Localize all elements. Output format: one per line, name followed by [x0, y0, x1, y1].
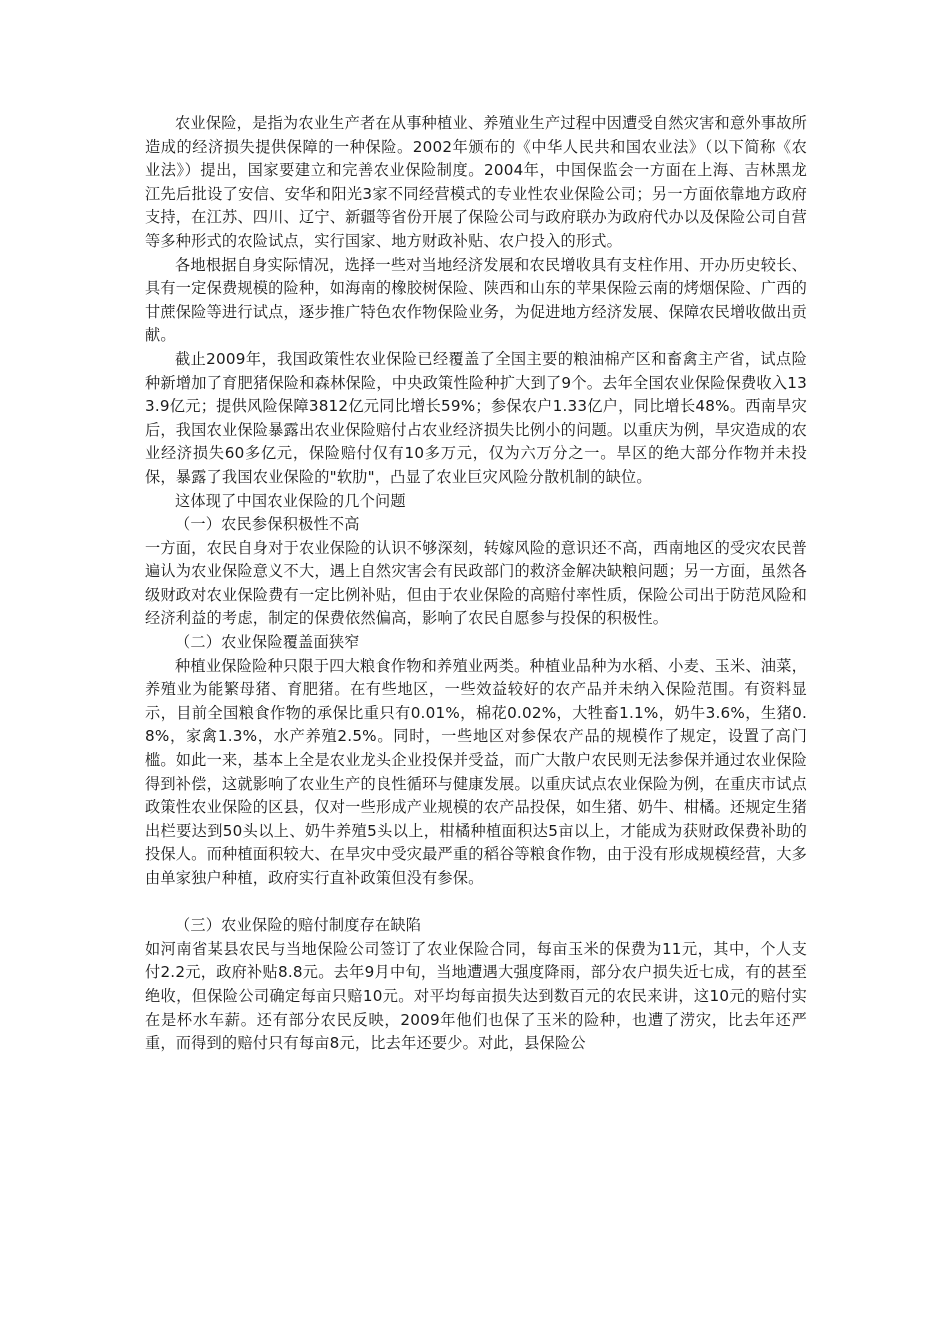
paragraph-2009-status: 截止2009年，我国政策性农业保险已经覆盖了全国主要的粮油棉产区和畜禽主产省，试点险种新增加了育肥猪保险和森林保险，中央政策性险种扩大到了9个。去年全国农业保险保费收入133.9亿元；提供风险保障3812亿元同比增长59%；参保农户1.33亿户，同比增长48%。西南旱灾后，我国农业保险暴露出农业保险赔付占农业经济损失比例小的问题。以重庆为例，旱灾造成的农业经济损失60多亿元，保险赔付仅有10多万元，仅为六万分之一。旱区的绝大部分作物并未投保，暴露了我国农业保险的"软肋"，凸显了农业巨灾风险分散机制的缺位。 [145, 349, 807, 486]
paragraph-section-3: 如河南省某县农民与当地保险公司签订了农业保险合同，每亩玉米的保费为11元，其中，个人支付2.2元，政府补贴8.8元。去年9月中旬，当地遭遇大强度降雨，部分农户损失近七成，有的甚至绝收，但保险公司确定每亩只赔10元。对平均每亩损失达到数百元的农民来讲，这10元的赔付实在是杯水车薪。还有部分农民反映，2009年他们也保了玉米的险种，也遭了涝灾，比去年还严重，而得到的赔付只有每亩8元，比去年还要少。对此，县保险公 [145, 939, 807, 1053]
paragraph-section-2: 种植业保险险种只限于四大粮食作物和养殖业两类。种植业品种为水稻、小麦、玉米、油菜，养殖业为能繁母猪、育肥猪。在有些地区，一些效益较好的农产品并未纳入保险范围。有资料显示，目前全国粮食作物的承保比重只有0.01%，棉花0.02%，大牲畜1.1%，奶牛3.6%，生猪0.8%，家禽1.3%，水产养殖2.5%。同时，一些地区对参保农产品的规模作了规定，设置了高门槛。如此一来，基本上全是农业龙头企业投保并受益，而广大散户农民则无法参保并通过农业保险得到补偿，这就影响了农业生产的良性循环与健康发展。以重庆试点农业保险为例，在重庆市试点政策性农业保险的区县，仅对一些形成产业规模的农产品投保，如生猪、奶牛、柑橘。还规定生猪出栏要达到50头以上、奶牛养殖5头以上，柑橘种植面积达5亩以上，才能成为获财政保费补助的投保人。而种植面积较大、在旱灾中受灾最严重的稻谷等粮食作物，由于没有形成规模经营，大多由单家独户种植，政府实行直补政策但没有参保。 [145, 656, 807, 887]
paragraph-problems-lead: 这体现了中国农业保险的几个问题 [175, 491, 406, 510]
section-heading-3: （三）农业保险的赔付制度存在缺陷 [175, 916, 422, 935]
document-page [145, 112, 807, 1056]
section-heading-1: （一）农民参保积极性不高 [175, 515, 360, 534]
section-heading-2: （二）农业保险覆盖面狭窄 [175, 633, 360, 652]
paragraph-intro: 农业保险，是指为农业生产者在从事种植业、养殖业生产过程中因遭受自然灾害和意外事故所造成的经济损失提供保障的一种保险。2002年颁布的《中华人民共和国农业法》（以下简称《农业法》）提出，国家要建立和完善农业保险制度。2004年，中国保监会一方面在上海、吉林黑龙江先后批设了安信、安华和阳光3家不同经营模式的专业性农业保险公司；另一方面依靠地方政府支持，在江苏、四川、辽宁、新疆等省份开展了保险公司与政府联办为政府代办以及保险公司自营等多种形式的农险试点，实行国家、地方财政补贴、农户投入的形式。 [145, 114, 807, 250]
blank-line [145, 891, 807, 915]
paragraph-section-1: 一方面，农民自身对于农业保险的认识不够深刻，转嫁风险的意识还不高，西南地区的受灾农民普遍认为农业保险意义不大，遇上自然灾害会有民政部门的救济金解决缺粮问题；另一方面，虽然各级财政对农业保险费有一定比例补贴，但由于农业保险的高赔付率性质，保险公司出于防范风险和经济利益的考虑，制定的保费依然偏高，影响了农民自愿参与投保的积极性。 [145, 538, 807, 628]
paragraph-local-pilots: 各地根据自身实际情况，选择一些对当地经济发展和农民增收具有支柱作用、开办历史较长、具有一定保费规模的险种，如海南的橡胶树保险、陕西和山东的苹果保险云南的烤烟保险、广西的甘蔗保险等进行试点，逐步推广特色农作物保险业务，为促进地方经济发展、保障农民增收做出贡献。 [145, 255, 807, 345]
